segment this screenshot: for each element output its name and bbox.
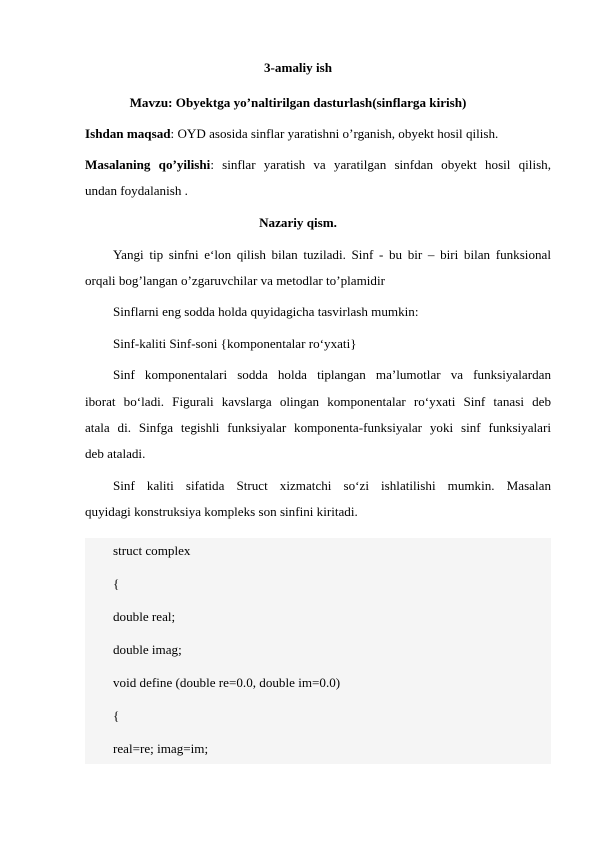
task-label: Masalaning qo’yilishi	[85, 157, 211, 172]
code-line: double real;	[113, 609, 176, 624]
code-line: void define (double re=0.0, double im=0.0)	[113, 675, 341, 690]
para5-line-2: quyidagi konstruksiya kompleks son sinfini kiritadi.	[85, 504, 358, 519]
para4-line-1: Sinf komponentalari sodda holda tiplangan ma’lumotlar va funksiyalardan	[113, 367, 551, 382]
code-line: {	[113, 576, 120, 591]
para4-line-3: atala di. Sinfga tegishli funksiyalar komponenta-funksiyalar yoki sinf funksiyalari	[85, 420, 551, 435]
para4-line-4: deb ataladi.	[85, 446, 146, 461]
para2: Sinflarni eng sodda holda quyidagicha tasvirlash mumkin:	[113, 304, 419, 319]
goal-paragraph	[85, 126, 551, 142]
task-text: : sinflar yaratish va yaratilgan sinfdan obyekt hosil qilish,	[210, 157, 551, 172]
para5-line-1: Sinf kaliti sifatida Struct xizmatchi so‘zi ishlatilishi mumkin. Masalan	[113, 478, 551, 493]
task-line-2: undan foydalanish .	[85, 183, 188, 198]
theory-heading: Nazariy qism.	[259, 215, 337, 230]
para4-line-2: iborat bo‘ladi. Figurali kavslarga olingan komponentalar ro‘yxati Sinf tanasi deb	[85, 394, 551, 409]
code-line: struct complex	[113, 543, 191, 558]
task-line-1	[85, 157, 551, 173]
goal-label: Ishdan maqsad	[85, 126, 171, 141]
page-title: 3-amaliy ish	[263, 60, 333, 75]
code-block	[85, 538, 551, 764]
para1-line-2: orqali bog’langan o’zgaruvchilar va metodlar to’plamidir	[85, 273, 385, 288]
code-line: double imag;	[113, 642, 182, 657]
code-line: real=re; imag=im;	[113, 741, 209, 756]
para1-line-1: Yangi tip sinfni e‘lon qilish bilan tuziladi. Sinf - bu bir – biri bilan funksional	[113, 247, 551, 262]
goal-text: : OYD asosida sinflar yaratishni o’rganish, obyekt hosil qilish.	[170, 126, 499, 141]
code-line: {	[113, 708, 120, 723]
para3: Sinf-kaliti Sinf-soni {komponentalar ro‘yxati}	[113, 336, 357, 351]
topic-line: Mavzu: Obyektga yo’naltirilgan dasturlash(sinflarga kirish)	[129, 95, 467, 110]
